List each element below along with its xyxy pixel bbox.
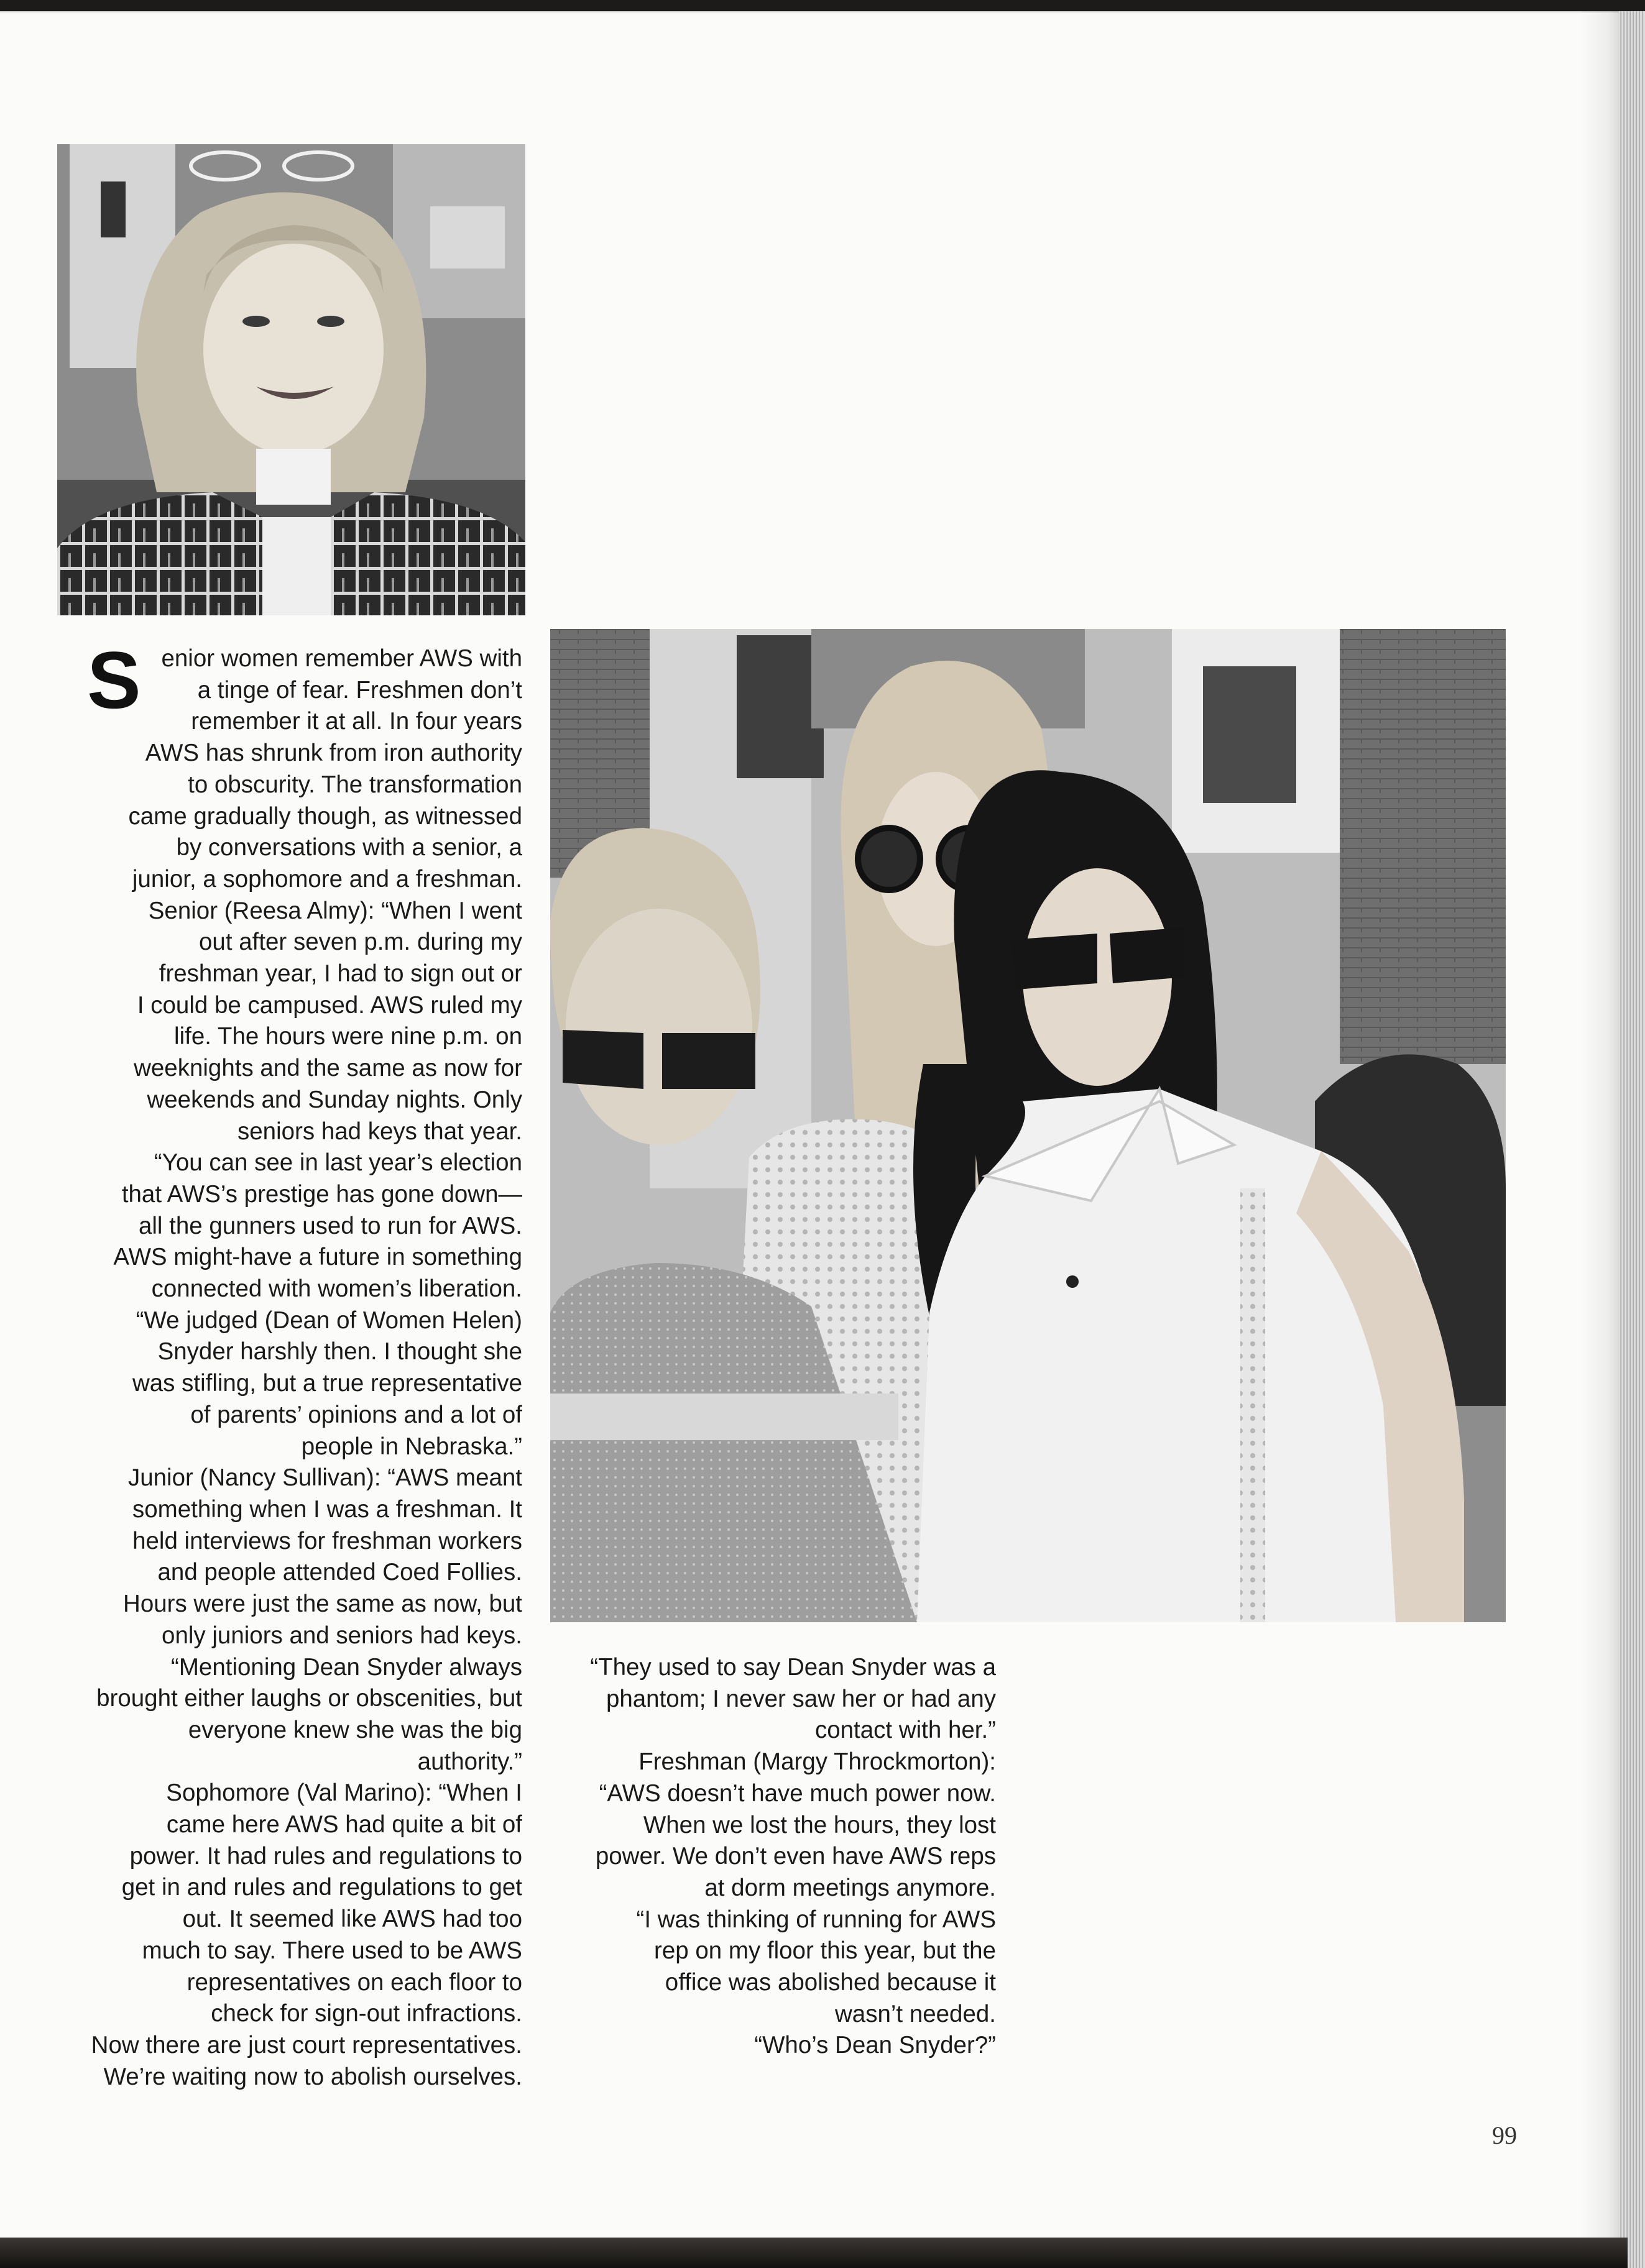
article-line: at dorm meetings anymore. (704, 1874, 996, 1901)
article-line: contact with her.” (814, 1717, 996, 1744)
article-line: rep on my floor this year, but the (654, 1937, 996, 1965)
article-line: of parents’ opinions and a lot of (190, 1401, 522, 1428)
drop-cap: S (87, 635, 141, 725)
article-line: weekends and Sunday nights. Only (147, 1086, 522, 1113)
article-line: connected with women’s liberation. (151, 1275, 522, 1303)
article-line: I could be campused. AWS ruled my (137, 991, 522, 1019)
article-line: by conversations with a senior, a (176, 834, 522, 861)
article-line: much to say. There used to be AWS (142, 1937, 522, 1964)
article-line: a tinge of fear. Freshmen don’t (197, 676, 522, 704)
article-line: Senior (Reesa Almy): “When I went (148, 897, 522, 924)
article-line: to obscurity. The transformation (188, 771, 522, 798)
article-line: authority.” (417, 1748, 522, 1775)
article-line: power. We don’t even have AWS reps (595, 1843, 996, 1870)
article-line: Now there are just court representatives. (91, 2031, 522, 2059)
article-line: came here AWS had quite a bit of (166, 1811, 522, 1839)
article-line: “I was thinking of running for AWS (636, 1906, 996, 1933)
article-line: Freshman (Margy Throckmorton): (638, 1748, 996, 1776)
article-line: Hours were just the same as now, but (123, 1591, 522, 1618)
article-line: out. It seemed like AWS had too (182, 1906, 522, 1933)
article-line: people in Nebraska.” (301, 1433, 522, 1460)
group-photo (550, 629, 1506, 1622)
article-line: When we lost the hours, they lost (643, 1811, 996, 1839)
article-line: AWS might-have a future in something (113, 1244, 522, 1271)
article-line: only juniors and seniors had keys. (162, 1622, 522, 1649)
article-line: phantom; I never saw her or had any (606, 1685, 996, 1712)
article-line: “You can see in last year’s election (154, 1149, 522, 1177)
article-line: Junior (Nancy Sullivan): “AWS meant (127, 1464, 522, 1492)
article-line: “Mentioning Dean Snyder always (171, 1653, 522, 1681)
article-line: freshman year, I had to sign out or (159, 960, 522, 988)
article-line: remember it at all. In four years (191, 708, 522, 735)
article-line: wasn’t needed. (835, 2000, 996, 2027)
article-line: enior women remember AWS with (161, 645, 522, 672)
scan-bottom-edge (0, 2238, 1628, 2268)
article-line: and people attended Coed Follies. (157, 1559, 522, 1586)
article-line: power. It had rules and regulations to (129, 1842, 522, 1870)
article-line: weeknights and the same as now for (134, 1055, 522, 1082)
article-left-column (87, 635, 522, 2093)
article-line: “AWS doesn’t have much power now. (599, 1779, 996, 1807)
article-line: We’re waiting now to abolish ourselves. (103, 2063, 522, 2090)
article-line: check for sign-out infractions. (211, 2000, 522, 2027)
portrait-photo (57, 144, 525, 615)
article-line: was stifling, but a true representative (132, 1370, 522, 1397)
page-number: 99 (1492, 2121, 1517, 2149)
article-line: out after seven p.m. during my (199, 929, 522, 956)
article-line: office was abolished because it (665, 1969, 996, 1996)
article-line: representatives on each floor to (187, 1968, 522, 1996)
article-line: held interviews for freshman workers (132, 1527, 522, 1554)
article-line: “They used to say Dean Snyder was a (590, 1654, 996, 1681)
article-line: junior, a sophomore and a freshman. (132, 865, 522, 893)
article-line: “Who’s Dean Snyder?” (754, 2032, 996, 2059)
article-line: brought either laughs or obscenities, but (96, 1685, 522, 1712)
article-line: all the gunners used to run for AWS. (138, 1212, 522, 1239)
article-line: came gradually though, as witnessed (128, 802, 522, 830)
article-line: “We judged (Dean of Women Helen) (136, 1306, 522, 1334)
article-line: something when I was a freshman. It (132, 1495, 522, 1523)
article-line: that AWS’s prestige has gone down— (121, 1180, 522, 1208)
article-right-column (556, 1652, 996, 2062)
article-line: Snyder harshly then. I thought she (157, 1338, 522, 1366)
article-line: everyone knew she was the big (188, 1716, 522, 1743)
article-line: AWS has shrunk from iron authority (145, 740, 522, 767)
article-line: life. The hours were nine p.m. on (174, 1023, 522, 1050)
article-line: Sophomore (Val Marino): “When I (166, 1779, 522, 1807)
page-stack-edge (1619, 11, 1645, 2268)
article-line: seniors had keys that year. (237, 1118, 522, 1145)
article-line: get in and rules and regulations to get (121, 1874, 522, 1901)
